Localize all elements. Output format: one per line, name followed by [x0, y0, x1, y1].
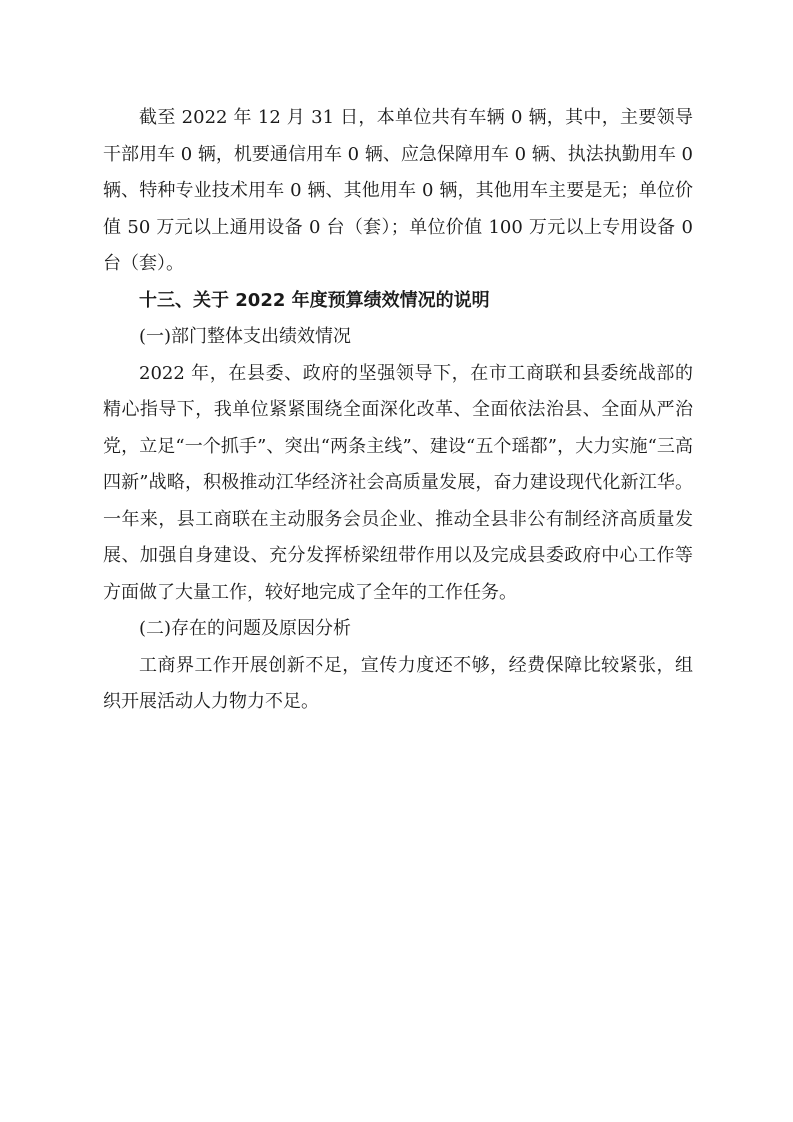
vehicle-assets-paragraph: 截至 2022 年 12 月 31 日，本单位共有车辆 0 辆，其中，主要领导干部用车 0 辆，机要通信用车 0 辆、应急保障用车 0 辆、执法执勤用车 0 辆、特种专业技术用车 0 辆、其他用车 0 辆，其他用车主要是无；单位价值 50 万元以上通用设备 0 台（套）；单位价值 100 万元以上专用设备 0 台（套）。	[103, 107, 693, 274]
subsection-heading-problems: (二)存在的问题及原因分析	[139, 618, 352, 639]
subsection-heading-overall-expenditure: (一)部门整体支出绩效情况	[139, 326, 352, 347]
performance-summary-paragraph: 2022 年，在县委、政府的坚强领导下，在市工商联和县委统战部的精心指导下，我单位紧紧围绕全面深化改革、全面依法治县、全面从严治党，立足“一个抓手”、突出“两条主线”、建设“五个瑶都”，大力实施“三高四新”战略，积极推动江华经济社会高质量发展，奋力建设现代化新江华。一年来，县工商联在主动服务会员企业、推动全县非公有制经济高质量发展、加强自身建设、充分发挥桥梁纽带作用以及完成县委政府中心工作等方面做了大量工作，较好地完成了全年的工作任务。	[103, 362, 693, 603]
document-body	[103, 100, 693, 721]
problems-paragraph: 工商界工作开展创新不足，宣传力度还不够，经费保障比较紧张，组织开展活动人力物力不足。	[103, 654, 693, 712]
section-heading-budget-performance: 十三、关于 2022 年度预算绩效情况的说明	[139, 289, 490, 311]
